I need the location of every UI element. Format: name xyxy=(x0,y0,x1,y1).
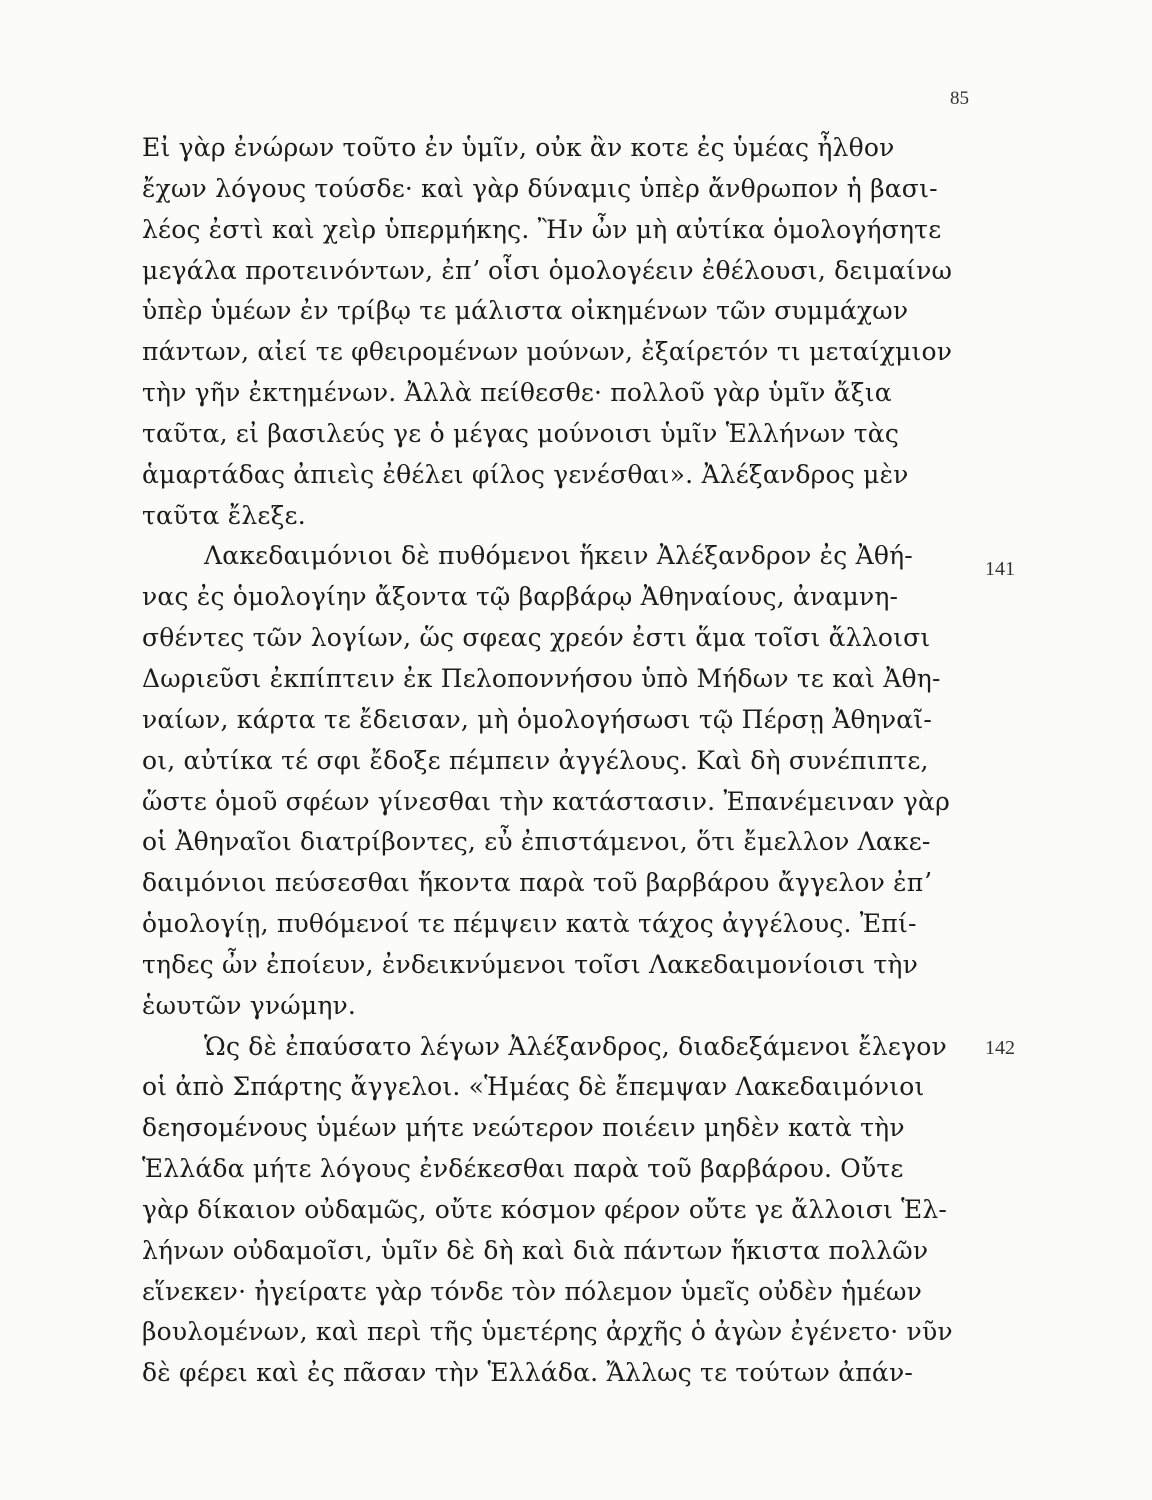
text-line: Δωριεῦσι ἐκπίπτειν ἐκ Πελοποννήσου ὑπὸ Μήδων τε καὶ Ἀθη- xyxy=(142,663,941,693)
text-line: οἱ Ἀθηναῖοι διατρίβοντες, εὖ ἐπιστάμενοι, ὅτι ἔμελλον Λακε- xyxy=(142,827,931,857)
text-line: λέος ἐστὶ καὶ χεὶρ ὑπερμήκης. Ἢν ὦν μὴ αὐτίκα ὁμολογήσητε xyxy=(142,214,942,244)
text-line: οἱ ἀπὸ Σπάρτης ἄγγελοι. «Ἡμέας δὲ ἔπεμψαν Λακεδαιμόνιοι xyxy=(142,1072,925,1102)
text-line: οι, αὐτίκα τέ σφι ἔδοξε πέμπειν ἀγγέλους. Καὶ δὴ συνέπιπτε, xyxy=(142,745,929,775)
text-body xyxy=(142,128,972,1394)
text-line: τηδες ὦν ἐποίευν, ἐνδεικνύμενοι τοῖσι Λακεδαιμονίοισι τὴν xyxy=(142,949,918,979)
text-line: δεησομένους ὑμέων μήτε νεώτερον ποιέειν μηδὲν κατὰ τὴν xyxy=(142,1113,905,1143)
page-number: 85 xyxy=(950,88,969,109)
text-line: ταῦτα, εἰ βασιλεύς γε ὁ μέγας μούνοισι ὑμῖν Ἑλλήνων τὰς xyxy=(142,418,900,448)
margin-section-number: 141 xyxy=(985,558,1015,580)
text-line: ὑπὲρ ὑμέων ἐν τρίβῳ τε μάλιστα οἰκημένων τῶν συμμάχων xyxy=(142,296,909,326)
text-line: Ἑλλάδα μήτε λόγους ἐνδέκεσθαι παρὰ τοῦ βαρβάρου. Οὔτε xyxy=(142,1154,904,1184)
text-line: Εἰ γὰρ ἐνώρων τοῦτο ἐν ὑμῖν, οὐκ ἂν κοτε ἐς ὑμέας ἦλθον xyxy=(142,133,895,162)
text-line: ἑωυτῶν γνώμην. xyxy=(142,990,357,1020)
text-line: δὲ φέρει καὶ ἐς πᾶσαν τὴν Ἑλλάδα. Ἄλλως τε τούτων ἀπάν- xyxy=(142,1358,914,1388)
text-line: δαιμόνιοι πεύσεσθαι ἥκοντα παρὰ τοῦ βαρβάρου ἄγγελον ἐπʼ xyxy=(142,868,932,898)
text-line: μεγάλα προτεινόντων, ἐπʼ οἷσι ὁμολογέειν ἐθέλουσι, δειμαίνω xyxy=(142,255,953,285)
text-line: βουλομένων, καὶ περὶ τῆς ὑμετέρης ἀρχῆς ὁ ἀγὼν ἐγένετο· νῦν xyxy=(142,1317,953,1347)
text-line: εἵνεκεν· ἠγείρατε γὰρ τόνδε τὸν πόλεμον ὑμεῖς οὐδὲν ἡμέων xyxy=(142,1276,922,1306)
text-line: ἁμαρτάδας ἀπιεὶς ἐθέλει φίλος γενέσθαι». Ἀλέξανδρος μὲν xyxy=(142,459,909,489)
paragraph xyxy=(142,128,972,536)
text-line: Ὡς δὲ ἐπαύσατο λέγων Ἀλέξανδρος, διαδεξάμενοι ἔλεγον xyxy=(204,1031,947,1061)
text-line: τὴν γῆν ἐκτημένων. Ἀλλὰ πείθεσθε· πολλοῦ γὰρ ὑμῖν ἄξια xyxy=(142,378,892,408)
text-line: λήνων οὐδαμοῖσι, ὑμῖν δὲ δὴ καὶ διὰ πάντων ἥκιστα πολλῶν xyxy=(142,1235,929,1265)
text-line: ὁμολογίῃ, πυθόμενοί τε πέμψειν κατὰ τάχος ἀγγέλους. Ἐπί- xyxy=(142,909,917,939)
text-line: ἔχων λόγους τούσδε· καὶ γὰρ δύναμις ὑπὲρ ἄνθρωπον ἡ βασι- xyxy=(142,173,938,203)
text-line: ναίων, κάρτα τε ἔδεισαν, μὴ ὁμολογήσωσι τῷ Πέρσῃ Ἀθηναῖ- xyxy=(142,704,933,734)
text-line: πάντων, αἰεί τε φθειρομένων μούνων, ἐξαίρετόν τι μεταίχμιον xyxy=(142,337,953,367)
text-line: Λακεδαιμόνιοι δὲ πυθόμενοι ἥκειν Ἀλέξανδρον ἐς Ἀθή- xyxy=(204,541,913,571)
paragraph xyxy=(142,1027,972,1395)
text-line: γὰρ δίκαιον οὐδαμῶς, οὔτε κόσμον φέρον οὔτε γε ἄλλοισι Ἑλ- xyxy=(142,1194,948,1224)
text-line: ταῦτα ἔλεξε. xyxy=(142,500,306,530)
text-line: ὥστε ὁμοῦ σφέων γίνεσθαι τὴν κατάστασιν. Ἐπανέμειναν γὰρ xyxy=(142,786,951,816)
margin-section-number: 142 xyxy=(985,1037,1015,1059)
paragraph xyxy=(142,536,972,1026)
text-line: σθέντες τῶν λογίων, ὥς σφεας χρεόν ἐστι ἅμα τοῖσι ἄλλοισι xyxy=(142,623,931,653)
text-line: νας ἐς ὁμολογίην ἄξοντα τῷ βαρβάρῳ Ἀθηναίους, ἀναμνη- xyxy=(142,582,899,612)
